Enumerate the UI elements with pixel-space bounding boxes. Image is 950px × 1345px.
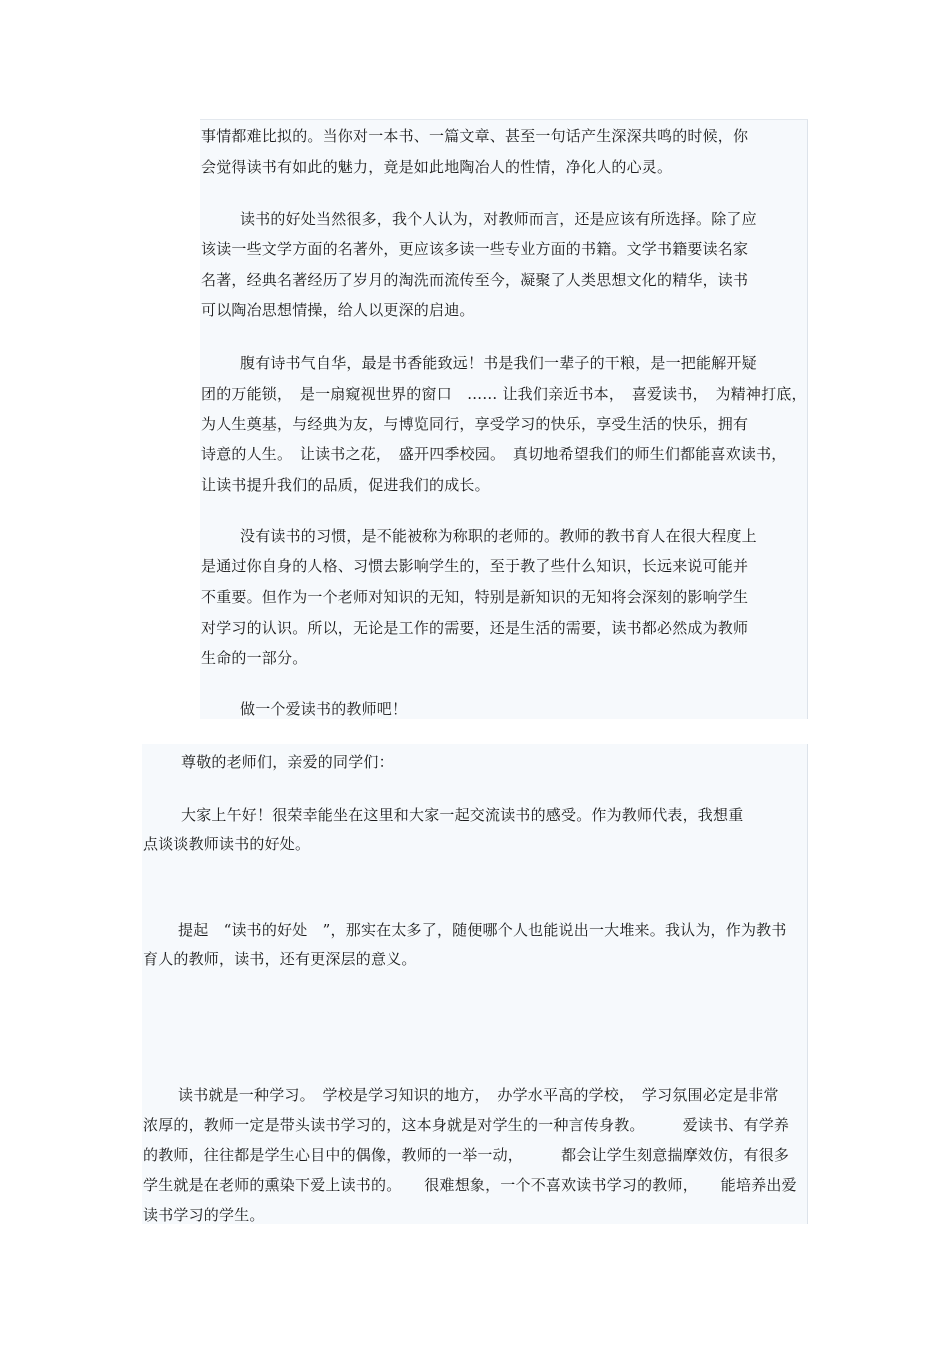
paragraph-start-line: 没有读书的习惯，是不能被称为称职的老师的。教师的教书育人在很大程度上 bbox=[240, 527, 757, 545]
text-line: 读书学习的学生。 bbox=[143, 1206, 265, 1224]
text-line: 点谈谈教师读书的好处。 bbox=[143, 835, 311, 853]
paragraph-start-line: 读书就是一种学习。 学校是学习知识的地方， 办学水平高的学校， 学习氛围必定是非常 bbox=[178, 1086, 779, 1104]
text-line: 的教师，往往都是学生心目中的偶像，教师的一举一动， 都会让学生刻意揣摩效仿，有很多 bbox=[143, 1146, 790, 1164]
text-line: 团的万能锁， 是一扇窥视世界的窗口 …… 让我们亲近书本， 喜爱读书， 为精神打底， bbox=[201, 385, 807, 403]
text-line: 事情都难比拟的。当你对一本书、一篇文章、甚至一句话产生深深共鸣的时候，你 bbox=[201, 127, 749, 145]
text-line: 可以陶冶思想情操，给人以更深的启迪。 bbox=[201, 301, 475, 319]
text-line: 名著，经典名著经历了岁月的淘洗而流传至今，凝聚了人类思想文化的精华，读书 bbox=[201, 271, 749, 289]
paragraph-start-line: 读书的好处当然很多，我个人认为，对教师而言，还是应该有所选择。除了应 bbox=[240, 210, 757, 228]
text-line: 生命的一部分。 bbox=[201, 649, 308, 667]
paragraph-start-line: 腹有诗书气自华，最是书香能致远！书是我们一辈子的干粮，是一把能解开疑 bbox=[240, 354, 757, 372]
paragraph-start-line: 提起 “读书的好处 ”，那实在太多了，随便哪个人也能说出一大堆来。我认为，作为教书 bbox=[178, 921, 787, 939]
text-line: 对学习的认识。所以，无论是工作的需要，还是生活的需要，读书都必然成为教师 bbox=[201, 619, 749, 637]
text-line: 育人的教师，读书，还有更深层的意义。 bbox=[143, 950, 417, 968]
text-line: 让读书提升我们的品质，促进我们的成长。 bbox=[201, 476, 490, 494]
text-line: 不重要。但作为一个老师对知识的无知，特别是新知识的无知将会深刻的影响学生 bbox=[201, 588, 749, 606]
closing-line: 做一个爱读书的教师吧！ bbox=[240, 700, 408, 718]
text-line: 为人生奠基，与经典为友，与博览同行，享受学习的快乐，享受生活的快乐，拥有 bbox=[201, 415, 749, 433]
text-line: 会觉得读书有如此的魅力，竟是如此地陶冶人的性情，净化人的心灵。 bbox=[201, 158, 673, 176]
text-line: 浓厚的，教师一定是带头读书学习的，这本身就是对学生的一种言传身教。 爱读书、有学养 bbox=[143, 1116, 790, 1134]
text-line: 是通过你自身的人格、习惯去影响学生的，至于教了些什么知识，长远来说可能并 bbox=[201, 557, 749, 575]
text-line: 该读一些文学方面的名著外，更应该多读一些专业方面的书籍。文学书籍要读名家 bbox=[201, 240, 749, 258]
text-line: 诗意的人生。 让读书之花， 盛开四季校园。 真切地希望我们的师生们都能喜欢读书， bbox=[201, 445, 787, 463]
text-line: 学生就是在老师的熏染下爱上读书的。 很难想象，一个不喜欢读书学习的教师， 能培养出爱 bbox=[143, 1176, 797, 1194]
paragraph-start-line: 大家上午好！很荣幸能坐在这里和大家一起交流读书的感受。作为教师代表，我想重 bbox=[181, 806, 744, 824]
salutation-line: 尊敬的老师们，亲爱的同学们： bbox=[181, 753, 394, 771]
